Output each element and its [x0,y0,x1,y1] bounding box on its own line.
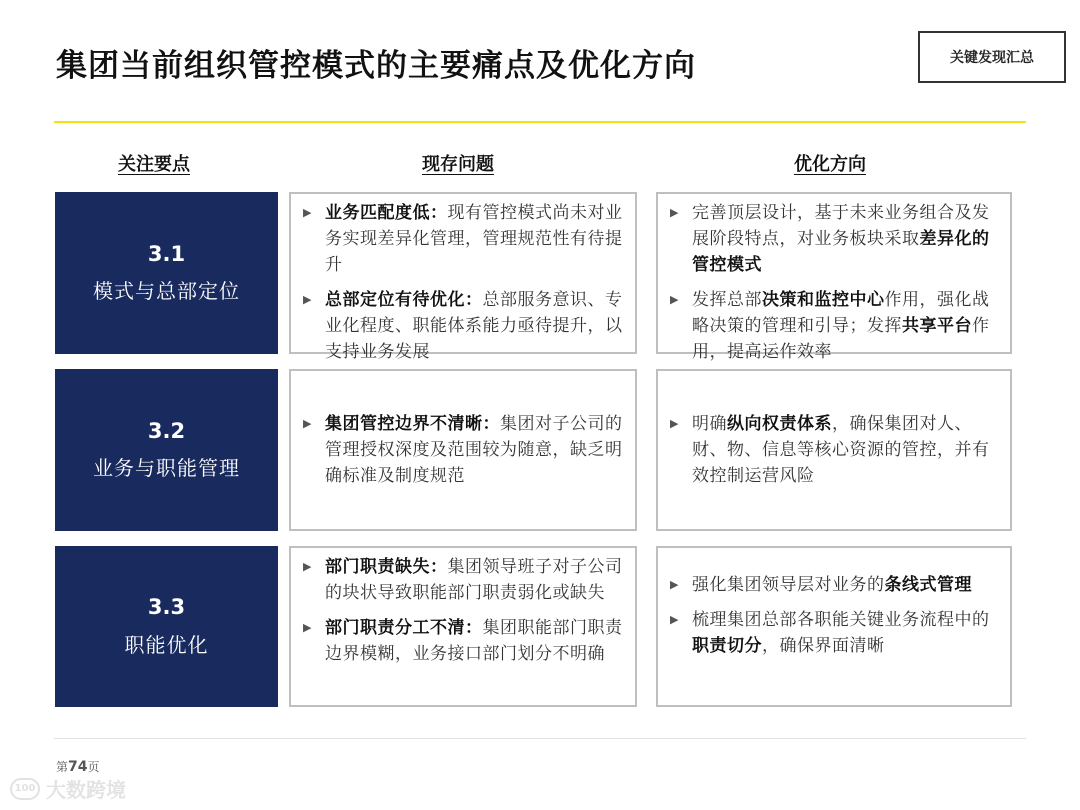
opt-text: 作用，提高运作效率 [692,316,990,362]
page-suffix: 页 [87,760,100,774]
triangle-bullet-icon: ▶ [303,417,312,430]
title-divider [54,121,1026,123]
issue-box-3-3 [289,546,637,707]
issue-text: 现有管控模式尚未对业务实现差异化管理，管理规范性有待提升 [325,203,623,275]
opt-highlight: 共享平台 [902,316,972,336]
triangle-bullet-icon: ▶ [303,206,312,219]
issue-item [303,554,625,606]
optimization-item [670,200,1000,278]
issue-title: 部门职责缺失： [325,557,448,577]
optimization-item [670,607,1000,659]
watermark-logo-icon: 100 [10,778,40,800]
issue-text: 集团对子公司的管理授权深度及范围较为随意，缺乏明确标准及制度规范 [325,414,623,486]
issue-text: 总部服务意识、专业化程度、职能体系能力亟待提升，以支持业务发展 [325,290,623,362]
triangle-bullet-icon: ▶ [303,560,312,573]
column-header-focus: 关注要点 [118,154,190,175]
opt-text: 明确 [692,414,727,434]
triangle-bullet-icon: ▶ [670,206,679,219]
opt-text: ，确保集团对人、财、物、信息等核心资源的管控，并有效控制运营风险 [692,414,990,486]
issue-item [303,200,625,278]
watermark-text: 大数跨境 [46,778,126,802]
watermark [10,774,126,803]
issue-item [303,615,625,667]
optimization-box-3-1 [656,192,1012,362]
page-title: 集团当前组织管控模式的主要痛点及优化方向 [56,48,696,84]
opt-highlight: 职责切分 [692,636,762,656]
focus-label: 业务与职能管理 [93,456,240,481]
triangle-bullet-icon: ▶ [670,613,679,626]
issue-title: 总部定位有待优化： [325,290,483,310]
triangle-bullet-icon: ▶ [670,293,679,306]
optimization-item [670,411,1000,489]
issue-title: 业务匹配度低： [325,203,448,223]
focus-label: 职能优化 [124,632,209,657]
issue-item [303,287,625,365]
focus-card-3-1 [55,192,278,354]
footer-divider [54,738,1026,739]
issue-text: 集团职能部门职责边界模糊，业务接口部门划分不明确 [325,618,623,664]
focus-card-3-2 [55,369,278,531]
opt-highlight: 差异化的管控模式 [692,229,990,275]
issue-title: 集团管控边界不清晰： [325,414,500,434]
opt-text: 强化集团领导层对业务的 [692,575,885,595]
focus-number: 3.2 [147,418,186,443]
opt-highlight: 条线式管理 [884,575,972,595]
issue-text: 集团领导班子对子公司的块状导致职能部门职责弱化或缺失 [325,557,623,603]
column-header-issues: 现存问题 [422,154,494,175]
key-findings-tag: 关键发现汇总 [918,31,1066,83]
opt-text: 发挥总部 [692,290,762,310]
opt-highlight: 决策和监控中心 [762,290,885,310]
optimization-item [670,572,1000,598]
issue-box-3-2 [289,369,637,531]
focus-label: 模式与总部定位 [93,279,240,304]
column-header-optimization: 优化方向 [794,154,866,175]
issue-box-3-1 [289,192,637,362]
page-number [56,758,100,775]
page-prefix: 第 [56,760,69,774]
opt-text: 完善顶层设计，基于未来业务组合及发展阶段特点，对业务板块采取 [692,203,990,249]
opt-text: 作用，强化战略决策的管理和引导；发挥 [692,290,990,336]
focus-number: 3.1 [147,241,186,266]
issue-item [303,411,625,489]
opt-highlight: 纵向权责体系 [727,414,832,434]
triangle-bullet-icon: ▶ [670,578,679,591]
triangle-bullet-icon: ▶ [670,417,679,430]
opt-text: 梳理集团总部各职能关键业务流程中的 [692,610,990,630]
issue-title: 部门职责分工不清： [325,618,483,638]
focus-card-3-3 [55,546,278,707]
page-num: 74 [68,759,88,775]
optimization-item [670,287,1000,365]
optimization-box-3-3 [656,546,1012,707]
triangle-bullet-icon: ▶ [303,293,312,306]
focus-number: 3.3 [147,595,186,620]
optimization-box-3-2 [656,369,1012,531]
opt-text: ，确保界面清晰 [762,636,885,656]
triangle-bullet-icon: ▶ [303,621,312,634]
